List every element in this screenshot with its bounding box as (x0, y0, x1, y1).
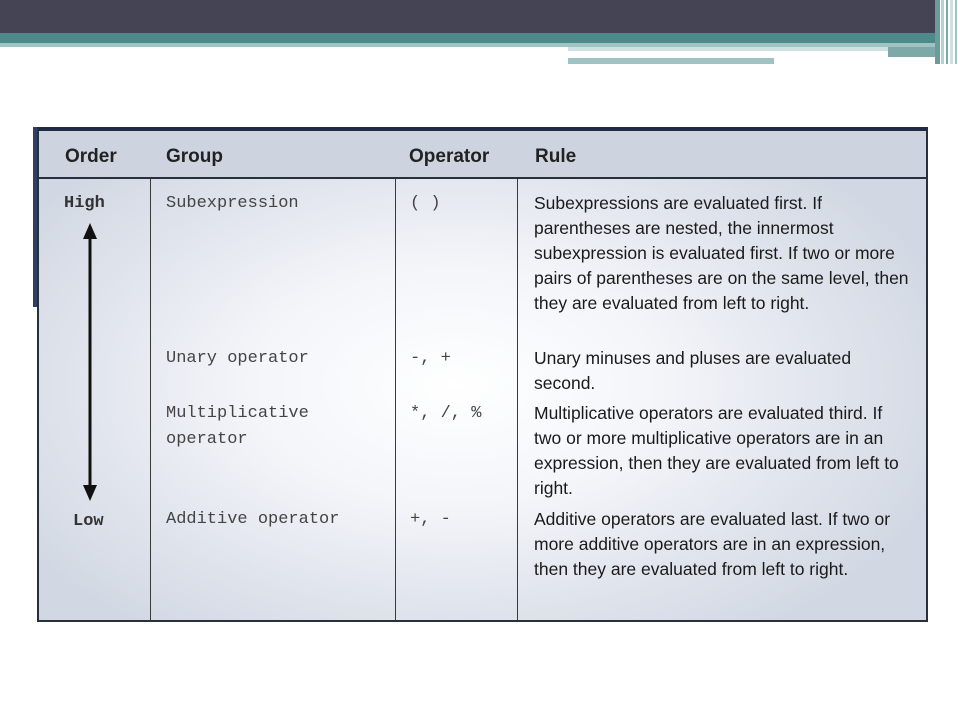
operator-precedence-table (37, 127, 928, 622)
group-cell: Multiplicative operator (166, 404, 309, 449)
slide-accent-line-lower (568, 58, 774, 64)
slide-accent-block (888, 47, 935, 57)
group-cell: Additive operator (166, 510, 340, 529)
slide-accent-line-upper (568, 47, 888, 51)
operator-cell: *, /, % (410, 404, 482, 423)
precedence-arrow-icon (79, 223, 101, 501)
header-order: Order (65, 146, 117, 167)
slide-accent-band (0, 33, 935, 43)
rule-cell: Multiplicative operators are evaluated third. If two or more multiplicative operators are in an expression, then they are evaluated from left to right. (534, 403, 899, 498)
slide-edge-stripe (950, 0, 953, 64)
slide-edge-stripe (941, 0, 944, 64)
header-operator: Operator (409, 146, 490, 167)
slide-title-bar (0, 0, 935, 33)
table-header-row (39, 131, 926, 179)
group-cell: Unary operator (166, 349, 309, 368)
slide-edge-stripe (955, 0, 957, 64)
rule-cell: Subexpressions are evaluated first. If parentheses are nested, the innermost subexpression is evaluated first. If two or more pairs of parentheses are on the same level, then they are evaluated from left to right. (534, 193, 909, 313)
slide-edge-stripe (946, 0, 948, 64)
header-rule: Rule (535, 146, 577, 167)
header-group: Group (166, 146, 223, 167)
operator-cell: +, - (410, 510, 451, 529)
rule-cell: Additive operators are evaluated last. If two or more additive operators are in an expression, then they are evaluated from left to right. (534, 509, 891, 579)
column-divider (517, 179, 518, 620)
slide-edge-stripe (935, 0, 940, 64)
order-high-label: High (64, 194, 105, 213)
column-divider (395, 179, 396, 620)
order-low-label: Low (73, 512, 104, 531)
column-divider (150, 179, 151, 620)
operator-cell: ( ) (410, 194, 441, 213)
group-cell: Subexpression (166, 194, 299, 213)
rule-cell: Unary minuses and pluses are evaluated second. (534, 348, 852, 393)
operator-cell: -, + (410, 349, 451, 368)
